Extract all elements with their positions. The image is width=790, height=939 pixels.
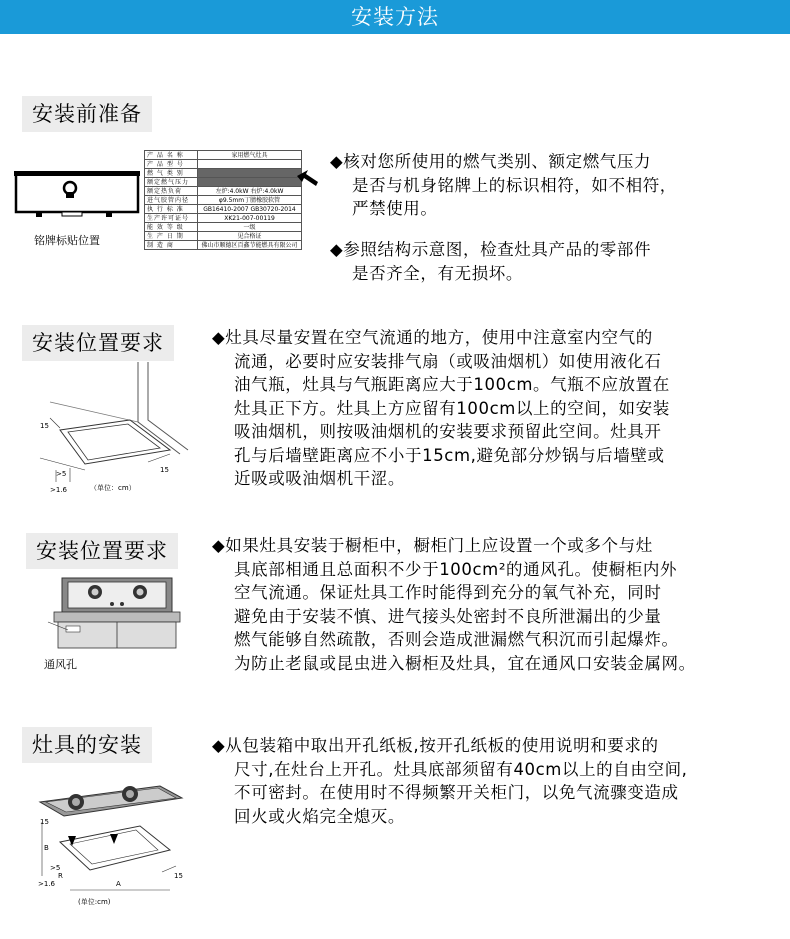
nameplate-table (144, 150, 302, 250)
plate-row: 产 品 型 号 (145, 160, 302, 169)
section-tag-preparation (22, 96, 152, 132)
position-diagram (30, 362, 200, 502)
pointer-arrow-icon (296, 168, 320, 188)
stove-front-illustration (14, 168, 144, 230)
dim-label: >1.6 (38, 880, 55, 888)
vent-hole-caption: 通风孔 (44, 658, 77, 671)
dim-label: 15 (40, 422, 49, 430)
nameplate-position-caption: 铭牌标贴位置 (34, 234, 100, 247)
dim-label: >5 (56, 470, 67, 478)
plate-row: 燃 气 类 别 (145, 169, 302, 178)
section-tag-label: 灶具的安装 (32, 733, 142, 757)
plate-row: 产 品 名 称 家用燃气灶具 (145, 151, 302, 160)
cutout-diagram (30, 772, 200, 922)
dim-label: 15 (160, 466, 169, 474)
plate-row: 进气胶管内径 φ9.5mm丁腈橡胶软管 (145, 196, 302, 205)
unit-label: (单位:cm) (78, 898, 111, 906)
section-tag-position-2 (26, 533, 178, 569)
section-tag-label: 安装位置要求 (36, 539, 168, 563)
dim-label: B (44, 844, 49, 852)
dim-label: >1.6 (50, 486, 67, 494)
plate-row: 能 效 等 级 一级 (145, 223, 302, 232)
dim-label: 15 (174, 872, 183, 880)
position-paragraph-2: ◆如果灶具安装于橱柜中，橱柜门上应设置一个或多个与灶 具底部相通且总面积不少于100cm²的通风孔。使橱柜内外 空气流通。保证灶具工作时能得到充分的氧气补充，同时 避免由于安装不慎、进气接头处密封不良所泄漏出的少量 燃气能够自然疏散，否则会造成泄漏燃气积沉而引起爆炸。 为防止老鼠或昆虫进入橱柜及灶具，宜在通风口安装金属网。 (212, 536, 696, 673)
section-tag-position-1 (22, 325, 174, 361)
banner-title: 安装方法 (351, 5, 439, 29)
dim-label: 15 (40, 818, 49, 826)
plate-row: 生产许可证号 XK21-007-00119 (145, 214, 302, 223)
dim-label: A (116, 880, 121, 888)
dim-label: R (58, 872, 63, 880)
preparation-paragraph-1: ◆核对您所使用的燃气类别、额定燃气压力 是否与机身铭牌上的标识相符，如不相符， 严禁使用。 (330, 152, 677, 218)
position-paragraph-1: ◆灶具尽量安置在空气流通的地方，使用中注意室内空气的 流通，必要时应安装排气扇（或吸油烟机）如使用液化石 油气瓶，灶具与气瓶距离应大于100cm。气瓶不应放置在 灶具正下方。灶具上方应留有100cm以上的空间，如安装 吸油烟机，则按吸油烟机的安装要求预留此空间。灶具开 孔与后墙壁距离应不小于15cm,避免部分炒锅与后墙壁或 近吸或吸油烟机干涩。 (212, 328, 670, 488)
plate-row: 额定燃气压力 (145, 178, 302, 187)
preparation-paragraph-2: ◆参照结构示意图，检查灶具产品的零部件 是否齐全，有无损坏。 (330, 240, 652, 283)
dim-label: >5 (50, 864, 61, 872)
cabinet-ventilation-diagram (40, 570, 210, 650)
page-banner (0, 0, 790, 34)
unit-label: （单位：cm） (90, 484, 136, 492)
installation-paragraph: ◆从包装箱中取出开孔纸板,按开孔纸板的使用说明和要求的 尺寸,在灶台上开孔。灶具底部须留有40cm以上的自由空间, 不可密封。在使用时不得频繁开关柜门，以免气流骤变造成 回火或火焰完全熄灭。 (212, 736, 688, 826)
plate-row: 执 行 标 准 GB16410-2007 GB30720-2014 (145, 205, 302, 214)
section-tag-label: 安装前准备 (32, 102, 142, 126)
section-tag-installation (22, 727, 152, 763)
plate-row: 制 造 商 佛山市顺德区百鑫节能燃具有限公司 (145, 241, 302, 250)
plate-row: 生 产 日 期 见合格证 (145, 232, 302, 241)
plate-row: 额定热负荷 左炉:4.0kW 右炉:4.0kW (145, 187, 302, 196)
section-tag-label: 安装位置要求 (32, 331, 164, 355)
